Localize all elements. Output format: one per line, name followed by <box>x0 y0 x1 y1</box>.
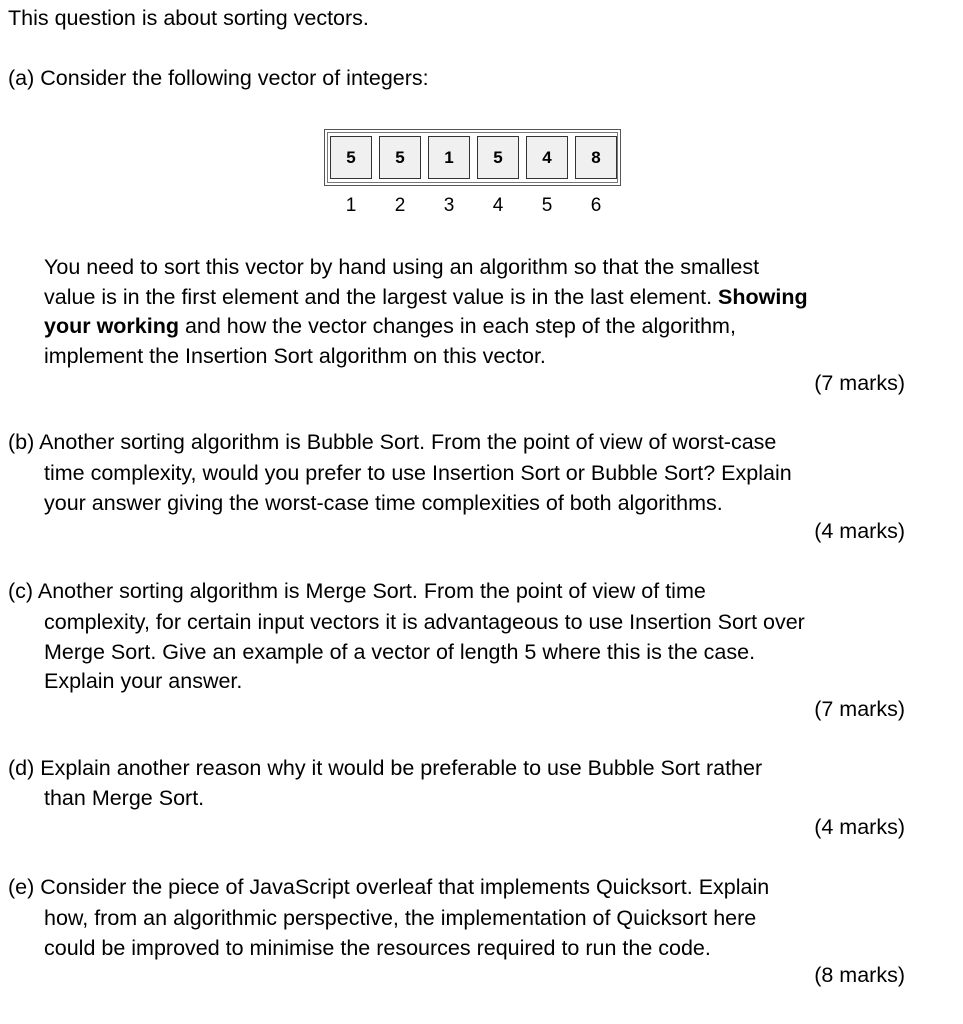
emphasis-text: Showing <box>718 284 808 309</box>
part-c-line: (c) Another sorting algorithm is Merge Sort. From the point of view of time <box>8 579 706 603</box>
vector-index: 3 <box>443 195 455 216</box>
part-b-line: your answer giving the worst-case time complexities of both algorithms. <box>44 490 723 515</box>
vector-index: 2 <box>394 195 406 216</box>
part-c-line: Explain your answer. <box>44 669 243 693</box>
part-a-line <box>44 283 808 313</box>
vector-index: 6 <box>590 195 602 216</box>
part-a-lead: (a) Consider the following vector of integers: <box>8 66 429 90</box>
vector-cell: 5 <box>330 136 372 179</box>
part-b-line: time complexity, would you prefer to use Insertion Sort or Bubble Sort? Explain <box>44 461 792 485</box>
emphasis-text: your working <box>44 314 179 338</box>
vector-cell: 4 <box>526 136 568 179</box>
question-intro: This question is about sorting vectors. <box>8 6 369 30</box>
part-c-line: complexity, for certain input vectors it is advantageous to use Insertion Sort over <box>44 610 805 634</box>
vector-cell: 5 <box>477 136 519 179</box>
part-e-line: could be improved to minimise the resources required to run the code. <box>44 935 711 960</box>
part-a-line-text: and how the vector changes in each step of the algorithm, <box>178 314 736 338</box>
part-a-text <box>44 253 808 371</box>
part-a-line-text: value is in the first element and the largest value is in the last element. <box>44 284 719 309</box>
part-c-line: Merge Sort. Give an example of a vector of length 5 where this is the case. <box>44 639 756 664</box>
vector-index: 1 <box>345 195 357 216</box>
part-c-text <box>44 608 805 697</box>
vector-cell: 8 <box>575 136 617 179</box>
part-e-line: how, from an algorithmic perspective, the implementation of Quicksort here <box>44 906 757 930</box>
part-b-marks: (4 marks) <box>814 519 905 543</box>
part-a-line <box>44 312 808 342</box>
part-d-line: than Merge Sort. <box>44 786 205 810</box>
vector-cell: 5 <box>379 136 421 179</box>
part-b-line: (b) Another sorting algorithm is Bubble Sort. From the point of view of worst-case <box>8 430 777 454</box>
part-d-marks: (4 marks) <box>814 815 905 839</box>
part-c-marks: (7 marks) <box>814 697 905 721</box>
part-d-line: (d) Explain another reason why it would be preferable to use Bubble Sort rather <box>8 756 763 780</box>
vector-cell: 1 <box>428 136 470 179</box>
part-e-line: (e) Consider the piece of JavaScript overleaf that implements Quicksort. Explain <box>8 875 770 899</box>
vector-index: 4 <box>492 195 504 216</box>
part-a-marks: (7 marks) <box>814 371 905 395</box>
vector-index: 5 <box>541 195 553 216</box>
part-a-line: You need to sort this vector by hand using an algorithm so that the smallest <box>44 255 760 279</box>
part-e-marks: (8 marks) <box>814 963 905 987</box>
part-a-line: implement the Insertion Sort algorithm on this vector. <box>44 343 546 368</box>
part-b-text <box>44 459 792 518</box>
part-e-text <box>44 904 756 963</box>
